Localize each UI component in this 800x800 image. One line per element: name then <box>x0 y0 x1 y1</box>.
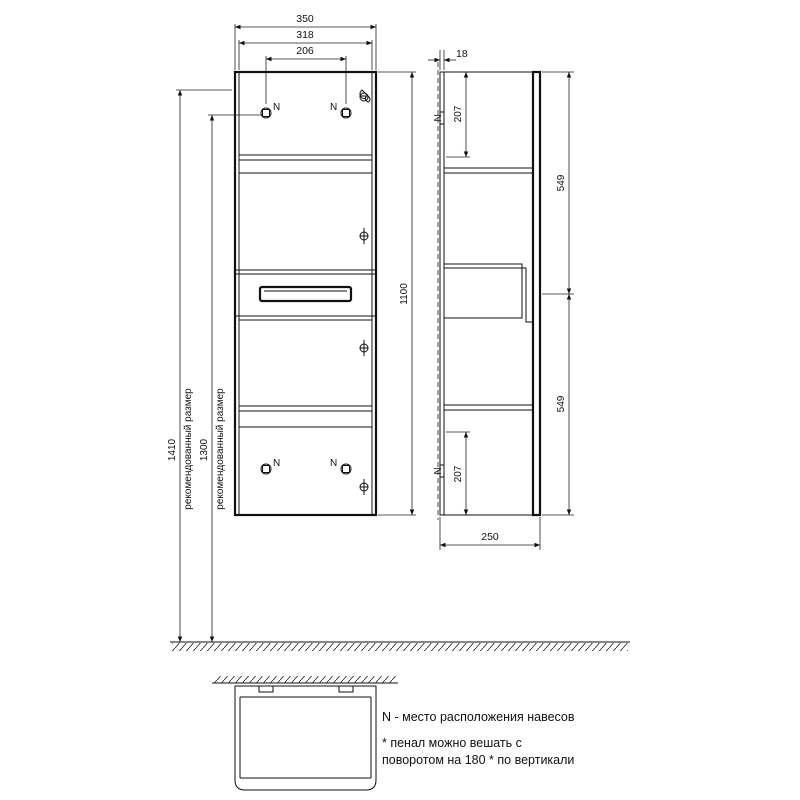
hanger-mark: N <box>330 102 338 113</box>
dim-hanger-top: 207 <box>453 105 464 123</box>
dim-mount-height-2: 1300 <box>199 438 210 462</box>
dim-width-inner: 318 <box>296 29 314 41</box>
hinge-icon <box>360 479 368 495</box>
hinge-icon <box>360 340 368 356</box>
hanger-mark: N <box>273 458 281 469</box>
hanger-icon <box>261 108 271 118</box>
legend-n: N - место расположения навесов <box>382 710 575 724</box>
hanger-bracket <box>339 686 353 692</box>
dim-mount-height-1: 1410 <box>167 438 178 462</box>
drawer-handle <box>260 287 351 301</box>
hanger-mark: N <box>330 458 338 469</box>
side-mark: N <box>433 467 444 475</box>
hinge-icon <box>360 90 370 102</box>
dim-lower-section: 549 <box>556 395 567 413</box>
door-panel <box>533 72 540 515</box>
dim-upper-section: 549 <box>556 174 567 192</box>
dim-width-total: 350 <box>296 13 314 25</box>
side-view <box>428 48 574 550</box>
plan-view <box>212 676 398 790</box>
dim-hanger-bottom: 207 <box>453 465 464 483</box>
legend-note-2: поворотом на 180 * по вертикали <box>382 753 575 767</box>
front-view <box>167 13 416 642</box>
side-mark: N <box>433 114 444 122</box>
hanger-bracket <box>259 686 273 692</box>
hanger-icon <box>341 108 351 118</box>
legend-note-1: * пенал можно вешать с <box>382 736 522 750</box>
recommended-label: рекомендованный размер <box>215 388 226 510</box>
hanger-icon <box>261 464 271 474</box>
recommended-label: рекомендованный размер <box>183 388 194 510</box>
dim-panel: 18 <box>456 48 468 60</box>
dim-depth: 250 <box>481 531 499 543</box>
dim-hanger-spacing: 206 <box>296 45 314 57</box>
hinge-icon <box>360 228 368 244</box>
hanger-icon <box>341 464 351 474</box>
plan-outline <box>235 686 376 790</box>
hanger-mark: N <box>273 102 281 113</box>
dim-height: 1100 <box>399 283 410 305</box>
floor-line <box>170 642 630 651</box>
cabinet-outline <box>235 72 376 515</box>
